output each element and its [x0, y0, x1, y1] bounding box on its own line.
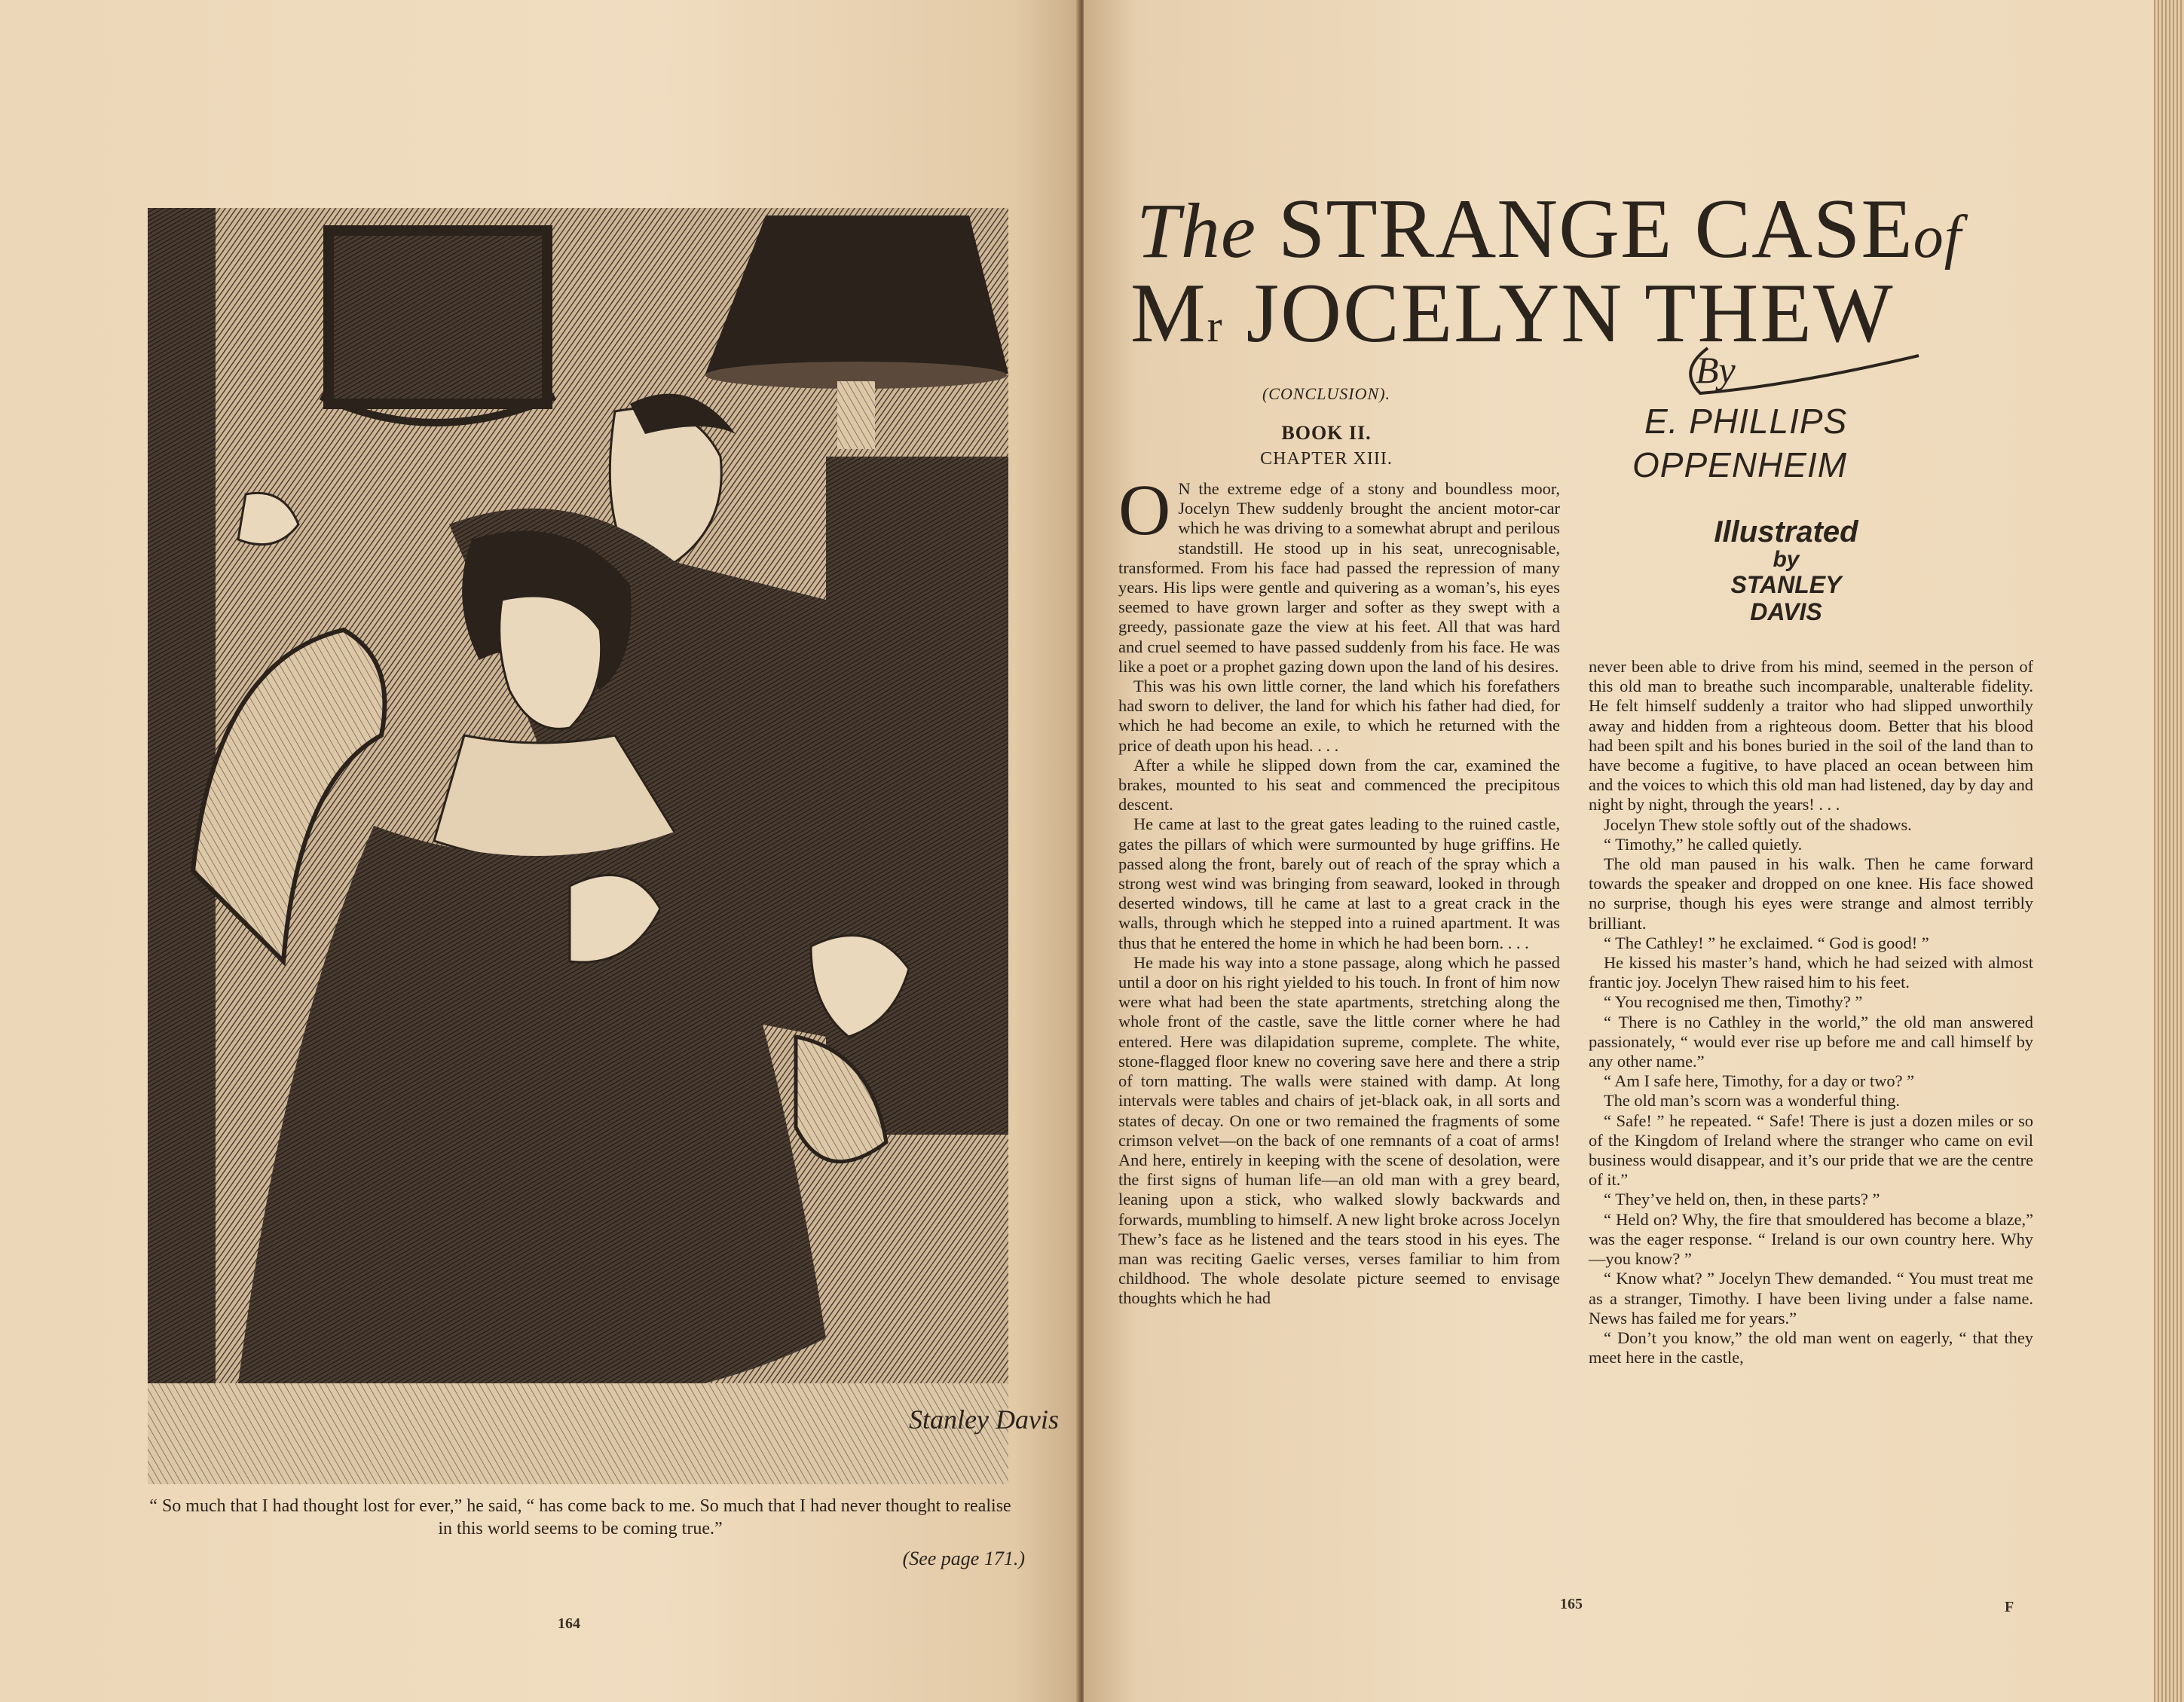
paragraph: never been able to drive from his mind, seemed in the person of this old man to breathe such incomparable, unalterable fidelity. He felt himself suddenly a traitor who had slipped unworthily away and hidden from a righteous doom. Better that his blood had been spilt and his bones buried in the soil of the land than to have become a fugitive, to have placed an ocean between him and the voices to which this old man had listened, day by day and night by night, through the years! . . . — [1589, 657, 2033, 814]
title-of: of — [1913, 204, 1962, 270]
story-illustration — [148, 208, 1059, 1484]
illustration-drawing — [148, 208, 1059, 1484]
page-number-right: 165 — [1560, 1596, 1583, 1612]
paragraph-text: N the extreme edge of a stony and boundless moor, Jocelyn Thew suddenly brought the ancient motor-car which he was driving to a somewhat abrupt and perilous standstill. He stood up in his seat, unrecognisable, transformed. From his face had passed the repression of many years. His lips were gentle and quivering as a woman’s, his eyes seemed to have grown larger and softer as they swept with a greedy, passionate gaze the view at his feet. All that was hard and cruel seemed to have passed suddenly from his face. He was like a poet or a prophet gazing down upon the land of his desires. — [1118, 479, 1560, 676]
title-mr: M — [1130, 267, 1207, 360]
text-column-1 — [1118, 469, 1560, 1579]
title-name: JOCELYN THEW — [1246, 267, 1895, 360]
illustrator-line-2: DAVIS — [1750, 598, 1822, 625]
byline-by: By — [1696, 349, 1736, 391]
page-number-left: 164 — [558, 1615, 580, 1632]
story-title-line-1 — [1136, 182, 1962, 280]
paragraph: “ The Cathley! ” he exclaimed. “ God is good! ” — [1604, 933, 1929, 952]
paragraph: The old man paused in his walk. Then he came forward towards the speaker and dropped on one knee. His face showed no surprise, though his eyes were strange and almost terribly brilliant. — [1589, 854, 2033, 933]
title-the: The — [1136, 188, 1256, 274]
book-heading: BOOK II. — [1281, 422, 1372, 444]
paragraph: “ There is no Cathley in the world,” the old man answered passionately, “ would ever rise up before me and call himself by any other name.” — [1589, 1012, 2033, 1071]
author-name — [1632, 399, 1919, 487]
paragraph: He kissed his master’s hand, which he had seized with almost frantic joy. Jocelyn Thew raised him to his feet. — [1589, 953, 2033, 992]
paragraph: “ You recognised me then, Timothy? ” — [1604, 992, 1863, 1012]
paragraph: He came at last to the great gates leading to the ruined castle, gates the pillars of which were surmounted by huge griffins. He passed along the front, barely out of reach of the spray which a strong west wind was bringing from seaward, looked in through deserted windows, till he came at last to a great crack in the walls, through which he stepped into a ruined apartment. It was thus that he entered the home in which he had been born. . . . — [1118, 814, 1560, 952]
paragraph: “ Know what? ” Jocelyn Thew demanded. “ You must treat me as a stranger, Timothy. I have been living under a false name. News has failed me for years.” — [1589, 1269, 2033, 1328]
chapter-heading: CHAPTER XIII. — [1260, 449, 1393, 469]
page-edges — [2154, 0, 2184, 1702]
drop-cap: O — [1118, 469, 1171, 550]
paragraph: “ Safe! ” he repeated. “ Safe! There is just a dozen miles or so of the Kingdom of Ireland where the stranger who came on evil business would disappear, and it’s our pride that we are the centre of it.” — [1589, 1111, 2033, 1190]
paragraph: After a while he slipped down from the car, examined the brakes, mounted to his seat and commenced the precipitous descent. — [1118, 755, 1560, 814]
paragraph: “ Am I safe here, Timothy, for a day or two? ” — [1604, 1071, 1915, 1091]
illustrated-label: Illustrated — [1714, 515, 1858, 548]
paragraph: “ They’ve held on, then, in these parts? ” — [1604, 1190, 1880, 1209]
signature-mark: F — [2005, 1599, 2014, 1615]
paragraph — [1118, 469, 1560, 677]
illustration-caption: “ So much that I had thought lost for ever,” he said, “ has come back to me. So much that I had never thought to realise in this world seems to be coming true.” — [149, 1496, 1011, 1539]
illustrator-line-1: STANLEY — [1730, 571, 1842, 598]
left-page — [0, 0, 1079, 1702]
conclusion-label: (CONCLUSION). — [1262, 384, 1391, 403]
title-strange-case: STRANGE CASE — [1278, 182, 1913, 276]
paragraph: “ Held on? Why, the fire that smouldered has become a blaze,” was the eager response. “ Ireland is our own country here. Why—you know? ” — [1589, 1209, 2033, 1269]
author-line-2: OPPENHEIM — [1632, 445, 1848, 484]
illustrated-by: by — [1773, 547, 1800, 572]
paragraph: “ Timothy,” he called quietly. — [1604, 834, 1803, 854]
paragraph: He made his way into a stone passage, along which he passed until a door on his right yielded to his touch. In front of him now were what had been the state apartments, stretching along the whole front of the castle, save the little corner where he had entered. Here was dilapidation supreme, complete. The white, stone-flagged floor knew no covering save here and there a strip of torn matting. The walls were stained with damp. At long intervals were tables and chairs of jet-black oak, in all sorts and states of decay. On one or two remained the fragments of some crimson velvet—on the back of one remnants of a coat of arms! And here, entirely in keeping with the scene of desolation, were the first signs of human life—an old man with a grey beard, leaning upon a stick, who walked slowly backwards and forwards, mumbling to himself. A new light broke across Jocelyn Thew’s face as he listened and the tears stood in his eyes. The man was reciting Gaelic verses, verses familiar to him from childhood. The whole desolate picture seemed to envisage thoughts which he had — [1118, 952, 1560, 1308]
paragraph: This was his own little corner, the land which his forefathers had sworn to deliver, the land for which his father had died, for which he had become an exile, to which he returned with the price of death upon his head. . . . — [1118, 677, 1560, 755]
illustrator-credit — [1688, 515, 1884, 625]
paragraph: Jocelyn Thew stole softly out of the shadows. — [1604, 814, 1912, 834]
artist-signature: Stanley Davis — [909, 1404, 1059, 1435]
see-page-reference: (See page 171.) — [902, 1548, 1025, 1569]
paragraph: The old man’s scorn was a wonderful thing. — [1604, 1091, 1900, 1111]
text-column-2 — [1589, 657, 2033, 1579]
author-line-1: E. PHILLIPS — [1644, 402, 1848, 441]
paragraph: “ Don’t you know,” the old man went on eagerly, “ that they meet here in the castle, — [1589, 1328, 2033, 1367]
title-mr-r: r — [1207, 301, 1224, 351]
